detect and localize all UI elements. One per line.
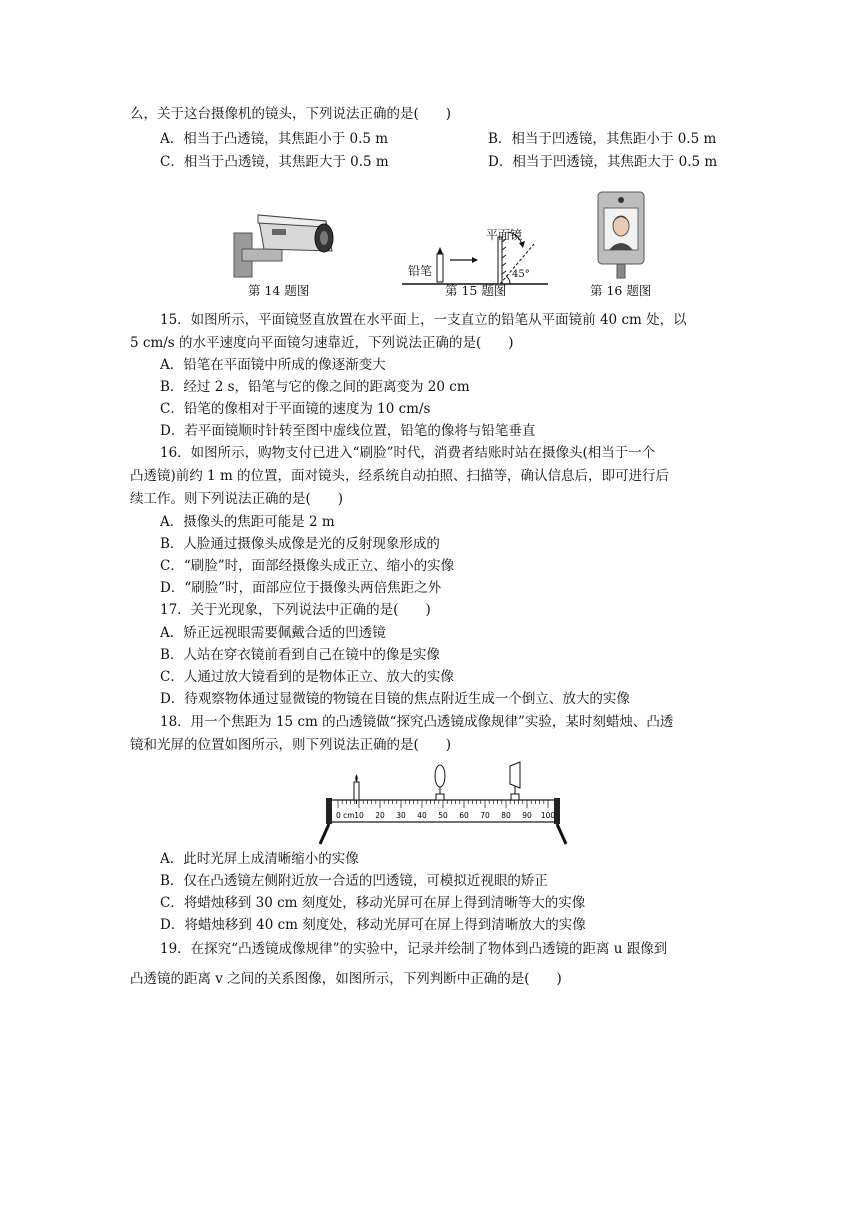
figure-14-caption: 第 14 题图 [248,283,310,298]
ruler-tick-label: 0 cm [336,811,355,820]
q16-line-3: 续工作。则下列说法正确的是( ) [130,491,344,507]
q18-line-1: 18．用一个焦距为 15 cm 的凸透镜做“探究凸透镜成像规律”实验，某时刻蜡烛、凸透 [160,714,674,730]
q16-line-2: 凸透镜)前约 1 m 的位置，面对镜头，经系统自动拍照、扫描等，确认信息后，即可进行后 [130,468,670,484]
face-pay-terminal-figure [596,190,648,282]
q18-line-2: 镜和光屏的位置如图所示，则下列说法正确的是( ) [130,737,452,753]
q14-option-b: B．相当于凹透镜，其焦距小于 0.5 m [488,131,717,147]
q14-option-a: A．相当于凸透镜，其焦距小于 0.5 m [160,131,389,147]
q17-option-d: D．待观察物体通过显微镜的物镜在目镜的焦点附近生成一个倒立、放大的实像 [160,691,630,707]
optical-bench-figure [318,760,568,850]
q15-line-2: 5 cm/s 的水平速度向平面镜匀速靠近，下列说法正确的是( ) [130,335,514,351]
pencil-label: 铅笔 [408,264,433,278]
ruler-tick-label: 60 [459,811,469,820]
ruler-tick-label: 70 [480,811,490,820]
q14-stem: 么，关于这台摄像机的镜头，下列说法正确的是( ) [130,106,452,122]
left-leg [320,824,329,844]
q15-option-a: A．铅笔在平面镜中所成的像逐渐变大 [160,357,386,373]
ruler-tick-label: 40 [417,811,427,820]
ruler-tick-label: 100 [540,811,556,820]
light-screen-icon [510,762,520,800]
ruler-tick-label: 20 [375,811,385,820]
terminal-stand [617,264,625,278]
pencil-icon [437,254,443,282]
q16-option-d: D．“刷脸”时，面部应位于摄像头两倍焦距之外 [160,580,442,596]
q15-option-d: D．若平面镜顺时针转至图中虚线位置，铅笔的像将与铅笔垂直 [160,423,536,439]
q18-option-a: A．此时光屏上成清晰缩小的实像 [160,851,359,867]
candle-icon [354,774,359,804]
camera-arm [242,249,282,261]
ruler-tick-label: 50 [438,811,448,820]
security-camera-figure [228,205,340,283]
q15-line-1: 15．如图所示，平面镜竖直放置在水平面上，一支直立的铅笔从平面镜前 40 cm 处，以 [160,312,687,328]
ruler-tick-label: 80 [501,811,511,820]
figure-15-caption: 第 15 题图 [445,283,507,298]
ruler-tick-label: 30 [396,811,406,820]
q17-option-b: B．人站在穿衣镜前看到自己在镜中的像是实像 [160,647,440,663]
q18-option-d: D．将蜡烛移到 40 cm 刻度处，移动光屏可在屏上得到清晰放大的实像 [160,917,586,933]
q17-option-c: C．人通过放大镜看到的是物体正立、放大的实像 [160,669,454,685]
q16-option-a: A．摄像头的焦距可能是 2 m [160,514,335,530]
q16-line-1: 16．如图所示，购物支付已进入“刷脸”时代，消费者结账时站在摄像头(相当于一个 [160,445,656,461]
q14-option-d: D．相当于凹透镜，其焦距大于 0.5 m [488,154,718,170]
q16-option-c: C．“刷脸”时，面部经摄像头成正立、缩小的实像 [160,558,455,574]
camera-dot-icon [618,197,624,203]
q18-option-b: B．仅在凸透镜左侧附近放一合适的凹透镜，可模拟近视眼的矫正 [160,873,548,889]
q17-option-a: A．矫正远视眼需要佩戴合适的凹透镜 [160,625,386,641]
angle-label: 45° [512,269,530,280]
figure-16-caption: 第 16 题图 [590,283,652,298]
plane-mirror [498,237,502,284]
ruler-tick-label: 10 [354,811,364,820]
q19-line-2: 凸透镜的距离 v 之间的关系图像，如图所示，下列判断中正确的是( ) [130,971,562,987]
mirror-label: 平面镜 [486,228,523,242]
q17-line-1: 17．关于光现象，下列说法中正确的是( ) [160,602,431,618]
q15-option-c: C．铅笔的像相对于平面镜的速度为 10 cm/s [160,401,431,417]
q16-option-b: B．人脸通过摄像头成像是光的反射现象形成的 [160,536,440,552]
ruler-left-end [326,798,332,824]
q18-option-c: C．将蜡烛移到 30 cm 刻度处，移动光屏可在屏上得到清晰等大的实像 [160,895,586,911]
right-leg [557,824,566,844]
q14-option-c: C．相当于凸透镜，其焦距大于 0.5 m [160,154,389,170]
q15-option-b: B．经过 2 s，铅笔与它的像之间的距离变为 20 cm [160,379,470,395]
convex-lens-icon [435,765,445,800]
q19-line-1: 19．在探究“凸透镜成像规律”的实验中，记录并绘制了物体到凸透镜的距离 u 跟像到 [160,941,668,957]
ruler-tick-label: 90 [522,811,532,820]
